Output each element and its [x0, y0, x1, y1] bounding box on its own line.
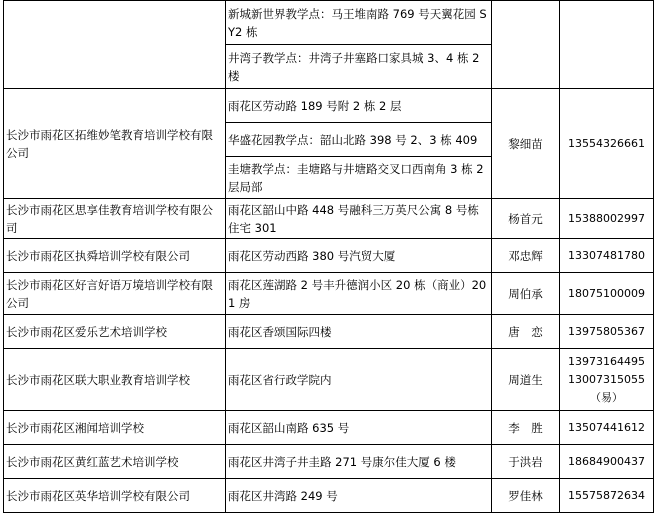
org-cell: 长沙市雨花区黄红蓝艺术培训学校	[4, 445, 226, 479]
address-cell: 雨花区莲湖路 2 号丰升德润小区 20 栋（商业）201 房	[226, 273, 492, 315]
contact-cell: 杨首元	[492, 199, 560, 239]
schools-table	[3, 0, 654, 513]
table-row	[4, 239, 654, 273]
contact-cell: 周道生	[492, 349, 560, 411]
address-cell: 雨花区劳动路 189 号附 2 栋 2 层	[226, 89, 492, 123]
phone-line: 13973164495	[568, 354, 645, 368]
table-row	[4, 89, 654, 123]
address-cell: 华盛花园教学点：韶山北路 398 号 2、3 栋 409	[226, 123, 492, 157]
address-cell: 雨花区井湾路 249 号	[226, 479, 492, 513]
org-cell: 长沙市雨花区爱乐艺术培训学校	[4, 315, 226, 349]
org-cell: 长沙市雨花区思享佳教育培训学校有限公司	[4, 199, 226, 239]
contact-cell: 罗佳林	[492, 479, 560, 513]
table-row	[4, 445, 654, 479]
org-cell: 长沙市雨花区湘闻培训学校	[4, 411, 226, 445]
table-row	[4, 273, 654, 315]
address-cell: 雨花区省行政学院内	[226, 349, 492, 411]
org-cell: 长沙市雨花区英华培训学校有限公司	[4, 479, 226, 513]
address-cell: 雨花区韶山中路 448 号融科三万英尺公寓 8 号栋住宅 301	[226, 199, 492, 239]
contact-cell: 李 胜	[492, 411, 560, 445]
phone-cell: 13554326661	[560, 89, 654, 199]
table-row	[4, 349, 654, 411]
org-cell: 长沙市雨花区好言好语万境培训学校有限公司	[4, 273, 226, 315]
org-cell: 长沙市雨花区执舜培训学校有限公司	[4, 239, 226, 273]
org-cell: 长沙市雨花区联大职业教育培训学校	[4, 349, 226, 411]
address-cell: 井湾子教学点：井湾子井塞路口家具城 3、4 栋 2 楼	[226, 45, 492, 89]
phone-cell: 18684900437	[560, 445, 654, 479]
address-cell: 圭塘教学点：圭塘路与井塘路交叉口西南角 3 栋 2 层局部	[226, 157, 492, 199]
phone-cell: 18075100009	[560, 273, 654, 315]
phone-cell: 15575872634	[560, 479, 654, 513]
table-row	[4, 199, 654, 239]
table-row	[4, 1, 654, 45]
table-row	[4, 411, 654, 445]
contact-cell: 于洪岩	[492, 445, 560, 479]
address-cell: 新城新世界教学点：马王堆南路 769 号天翼花园 SY2 栋	[226, 1, 492, 45]
table-row	[4, 315, 654, 349]
phone-cell: 13975805367	[560, 315, 654, 349]
phone-cell: 13307481780	[560, 239, 654, 273]
phone-line: （易）	[590, 390, 623, 404]
address-cell: 雨花区韶山南路 635 号	[226, 411, 492, 445]
org-cell: 长沙市雨花区拓维妙笔教育培训学校有限公司	[4, 89, 226, 199]
address-cell: 雨花区井湾子井圭路 271 号康尔佳大厦 6 楼	[226, 445, 492, 479]
contact-cell: 黎细苗	[492, 89, 560, 199]
phone-cell	[560, 1, 654, 89]
contact-cell: 周伯承	[492, 273, 560, 315]
phone-cell: 13507441612	[560, 411, 654, 445]
phone-cell: 15388002997	[560, 199, 654, 239]
org-cell	[4, 1, 226, 89]
table-row	[4, 479, 654, 513]
contact-cell: 唐 恋	[492, 315, 560, 349]
address-cell: 雨花区劳动西路 380 号汽贸大厦	[226, 239, 492, 273]
address-cell: 雨花区香颂国际四楼	[226, 315, 492, 349]
phone-line: 13007315055	[568, 372, 645, 386]
phone-cell	[560, 349, 654, 411]
contact-cell: 邓忠辉	[492, 239, 560, 273]
contact-cell	[492, 1, 560, 89]
